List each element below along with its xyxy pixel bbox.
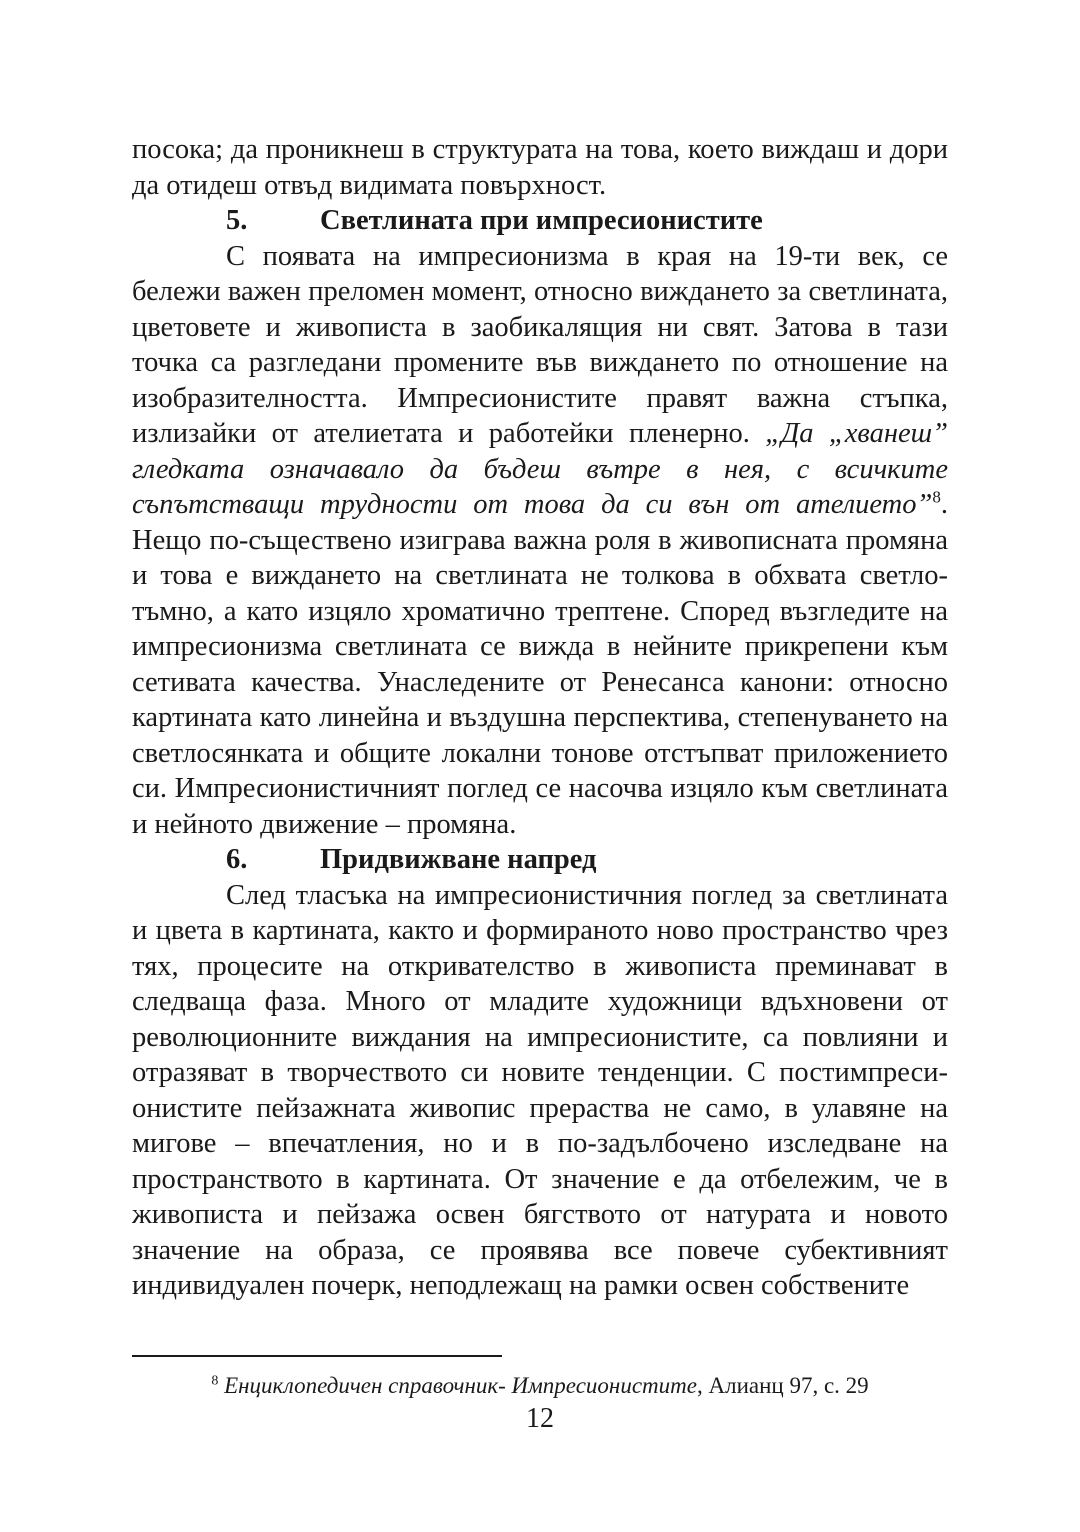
section-5-title: Светлината при импресионистите [320, 205, 763, 236]
section-5-text-part1: С появата на импресионизма в края на 19-ти век, се бележи важен преломен момент, относно виждането за светлината, цветовете и живописта в заобикалящия ни свят. Затова в тази точка са разгледани промените във виждането по отношение на изобразителността. Импресионистите правят важна стъпка, излизайки от ателиетата и работейки пленерно. [132, 240, 948, 449]
footnote-separator [132, 1355, 502, 1357]
section-5-quote: „Да „хванеш” гледката означавало да бъдеш вътре в нея, с всичките съпътстващи трудности от това да си вън от ателието” [132, 418, 949, 520]
page-body [132, 132, 948, 1304]
footnote-reference: 8 [932, 487, 941, 507]
footnote [132, 1372, 948, 1400]
section-5-text-part2: . Нещо по-съществено изиграва важна роля в живописната промяна и това е виждането на светлината не толкова в обхвата светло-тъмно, а като изцяло хроматично трептене. Според възгледите на импресионизма светлината се вижда в нейните прикрепени към сетивата качества. Унаследените от Ренесанса канони: относно картината като линейна и въздушна перспектива, степенуването на светлосянката и общите локални тонове отстъпват приложението си. Импресионистичният поглед се насочва изцяло към светлината и нейното движение – промяна. [132, 489, 948, 840]
footnote-source-title: Енциклопедичен справочник- Импресионистите [224, 1373, 697, 1398]
section-6-title: Придвижване напред [320, 844, 597, 875]
page-number: 12 [526, 1403, 554, 1434]
section-6-paragraph: След тласъка на импресионистичния поглед за светлината и цвета в картината, както и формираното ново пространство чрез тях, процесите на откривателство в живописта преминават в следваща фаза. Много от младите художници вдъхновени от революционните виждания на импресионистите, са повлияни и отразяват в творчеството си новите тенденции. С постимпресионистите пейзажната живопис прераства не само, в улавяне на мигове – впечатления, но и в по-задълбочено изследване на пространството в картината. От значение е да отбележим, че в живописта и пейзажа освен бягството от натурата и новото значение на образа, се проявява все повече субективният индивидуален почерк, неподлежащ на рамки освен собствените [132, 879, 948, 1301]
intro-paragraph: посока; да проникнеш в структурата на това, което виждаш и дори да отидеш отвъд видимата повърхност. [132, 134, 948, 201]
section-5-heading [132, 203, 948, 239]
section-6-heading [132, 842, 948, 878]
footnote-mark: 8 [211, 1373, 219, 1389]
footnote-source-details: , Алианц 97, с. 29 [696, 1373, 869, 1398]
section-6-number: 6. [226, 844, 248, 875]
section-5-number: 5. [226, 205, 248, 236]
section-5-paragraph [132, 239, 948, 843]
